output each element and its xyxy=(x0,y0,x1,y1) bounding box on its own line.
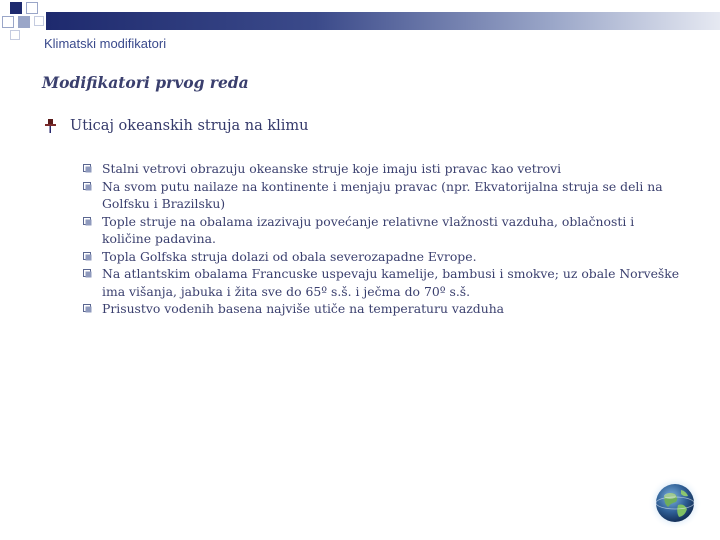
pushpin-icon xyxy=(44,119,56,133)
list-item xyxy=(82,300,682,318)
section-title: Modifikatori prvog reda xyxy=(42,73,249,92)
box-bullet-icon xyxy=(83,217,92,226)
box-bullet-icon xyxy=(83,252,92,261)
list-item xyxy=(82,265,682,300)
bullet-text: Topla Golfska struja dolazi od obala severozapadne Evrope. xyxy=(102,248,477,264)
bullet-text: Prisustvo vodenih basena najviše utiče na temperaturu vazduha xyxy=(102,301,505,316)
box-bullet-icon xyxy=(83,182,92,191)
list-item xyxy=(82,160,682,178)
header-title: Klimatski modifikatori xyxy=(44,36,167,51)
box-bullet-icon xyxy=(83,269,92,278)
bullet-list xyxy=(82,160,682,318)
box-bullet-icon xyxy=(83,304,92,313)
bullet-text: Tople struje na obalama izazivaju povećanje relativne vlažnosti vazduha, oblačnosti i količine padavina. xyxy=(102,213,635,246)
list-item xyxy=(82,213,682,248)
box-bullet-icon xyxy=(83,164,92,173)
list-item xyxy=(82,248,682,266)
bullet-text: Na svom putu nailaze na kontinente i menjaju pravac (npr. Ekvatorijalna struja se deli na Golfsku i Brazilsku) xyxy=(102,178,663,211)
level1-item xyxy=(44,118,308,134)
globe-icon xyxy=(648,476,702,530)
bullet-text: Na atlantskim obalama Francuske uspevaju kamelije, bambusi i smokve; uz obale Norveške ima višanja, jabuka i žita sve do 65º s.š. i ječma do 70º s.š. xyxy=(102,266,680,299)
level1-heading: Uticaj okeanskih struja na klimu xyxy=(70,118,309,134)
header-bar xyxy=(46,12,720,30)
list-item xyxy=(82,178,682,213)
bullet-text: Stalni vetrovi obrazuju okeanske struje koje imaju isti pravac kao vetrovi xyxy=(102,161,562,176)
